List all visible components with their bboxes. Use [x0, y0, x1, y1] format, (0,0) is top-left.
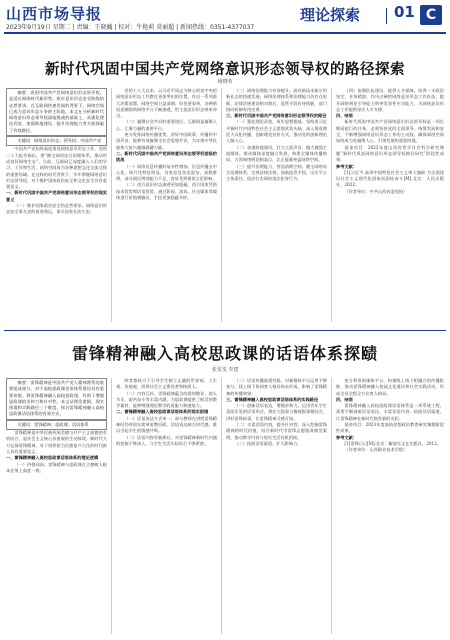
- body-paragraph: （四）加强队伍建设，提供人才保障。培养一支政治坚定、业务精湛、作风过硬的网络意识形态工作队伍，提升网络舆论引导能力和突发事件应对能力，为网络意识形态工作提供坚实人才支撑。: [336, 88, 444, 112]
- body-paragraph: （二）凝聚社会共识的重要途径。互联网是凝聚人心、汇聚力量的重要平台。: [116, 119, 217, 131]
- body-paragraph: （二）加强阵地建设，壮大主流声音。做大做强主流媒体，推动媒体深度融合发展，构建全媒体传播格局，占领网络舆论制高点，让正能量充盈网络空间。: [226, 144, 327, 163]
- article1-column-1: [6, 88, 107, 322]
- article1-column-3: [226, 88, 327, 322]
- article2-column-3: [226, 378, 327, 634]
- masthead-separator: [386, 8, 387, 24]
- body-paragraph: 充分利用新媒体平台，构建线上线下相融合的传播矩阵，推动雷锋精神融入校园文化建设和社会实践活动，形成全员全程全方位育人格局。: [336, 378, 444, 396]
- body-paragraph: （二）话语内容更新滞后。对雷锋精神新时代内涵的挖掘不够深入，与学生生活实际结合不够紧密。: [116, 434, 217, 446]
- newspaper-title: 山西市场导报: [6, 5, 103, 23]
- page-number: 01: [394, 3, 415, 21]
- masthead: [0, 0, 450, 34]
- issue-info-line: 2023年9月19日 星期二 | 责编：王晓巍 | 校对：牛艳莉 莫丽超 | 新闻热线：0351-4377037: [6, 24, 255, 31]
- article2-column-4: [336, 378, 444, 634]
- body-paragraph: （一）话语表达方式单一。部分教师在讲授雷锋精神时仍停留在简单说教层面，话语表达缺乏时代感，难以引起学生的情感共鸣。: [116, 415, 217, 434]
- abstract-box: 摘要：巩固中国共产党网络意识形态领导权，是适应网络时代新形势，筑牢意识形态安全防线的必然要求。在互联网快速发展的背景下，网络空间已成为意识形态斗争的主阵地。本文在分析新时代网络意识形态领导权面临挑战的基础上，从强化理论武装、加强阵地建设、提升治理能力等方面探索了有效路径。: [6, 88, 107, 136]
- section-heading: 三、新时代巩固中国共产党网络意识形态领导权的路径: [226, 113, 327, 119]
- body-paragraph: （三）提升治理能力，营造清朗空间。健全网络综合治理体系，完善法律法规，创新监管手段，压实平台主体责任，依法打击网络违法犯罪行为。: [226, 163, 327, 182]
- article2-author: 张雯雯 李建: [211, 367, 239, 373]
- abstract-box: 关键词：雷锋精神；思政课；话语体系: [6, 420, 107, 430]
- section-title: 理论探索: [300, 6, 361, 24]
- body-paragraph: （一）价值同向。雷锋精神与思政课在立德树人根本任务上高度一致。: [6, 461, 107, 473]
- body-paragraph: 充分发挥网络传播优势，讲好中国故事，传播好中国声音，能够有效凝聚全社会思想共识，为实现中华民族伟大复兴凝聚磅礴力量。: [116, 132, 217, 150]
- body-paragraph: 两者都致力于引导学生树立正确的世界观、人生观、价值观，培养社会主义建设者和接班人。: [116, 378, 217, 390]
- section-heading: 四、结语: [336, 113, 353, 119]
- body-paragraph: 基金项目：2023年度高校思想政治教育研究课题阶段性成果。: [336, 422, 444, 434]
- body-paragraph: （三）拓展话语渠道，扩大影响力。: [234, 440, 302, 446]
- section-heading: 二、新时代巩固中国共产党网络意识形态领导权面临的挑战: [116, 150, 217, 163]
- body-paragraph: 新时代巩固中国共产党网络意识形态领导权是一项长期而艰巨的任务，必须坚持党的全面领导，统筹发展和安全，不断增强网络意识形态工作的主动权，确保网络空间始终成为党凝聚人心、引领发展的重要阵地。: [336, 119, 444, 144]
- article1-column-4: [336, 88, 444, 322]
- article1-author: 杨晓英: [217, 79, 233, 85]
- section-heading: 二、雷锋精神融入高校思政课话语体系的现实困境: [116, 409, 209, 415]
- body-paragraph: （二）内容互补。雷锋精神蕴含的爱岗敬业、助人为乐、艰苦奋斗等丰富内涵，为思政课提供了鲜活的教学素材，能够增强理论教学的说服力和感染力。: [116, 390, 217, 409]
- section-heading: 三、雷锋精神融入高校思政课话语体系的实践路径: [226, 396, 319, 402]
- article1-headline: 新时代巩固中国共产党网络意识形态领导权的路径探索: [45, 62, 405, 78]
- body-paragraph: （一）网络信息传播的复杂性增加。信息传播去中心化、碎片化特征明显，各类信息鱼龙混杂，真假难辨，部分网民辨别能力不足，容易受到错误言论影响。: [116, 163, 217, 182]
- body-paragraph: 基金项目：2023年度山西省哲学社会科学研究课题“新时代巩固网络意识形态领导权路径研究”阶段性成果。: [336, 144, 444, 163]
- section-heading: 参考文献：: [336, 434, 357, 440]
- body-paragraph: （三）话语传播渠道有限。对新媒体平台运用不够充分，线上线下协同育人格局尚未形成，影响了雷锋精神的传播效果。: [226, 378, 327, 396]
- body-paragraph: [1]雷锋日记[M].北京：解放军文艺出版社，2012。: [344, 440, 442, 446]
- body-paragraph: （二）丰富话语内容，提升针对性。深入挖掘雷锋精神的时代价值，结合新时代学雷锋志愿服务典型案例，推动教学内容与现实生活有机衔接。: [226, 422, 327, 440]
- section-heading: 一、雷锋精神融入高校思政课话语体系的理论逻辑: [6, 455, 99, 461]
- section-heading: 一、新时代巩固中国共产党网络意识形态领导权的现实意义: [6, 190, 107, 202]
- body-paragraph: （一）创新话语表达，增强亲和力。运用青年学生喜闻乐见的话语形式，将宏大叙事与微观叙事相结合，讲好雷锋故事，让雷锋精神可感可知。: [226, 403, 327, 421]
- masthead-rule: [4, 32, 446, 34]
- body-paragraph: 雷锋精神融入高校思政课话语体系是一项系统工程，需要不断创新话语表达、丰富话语内容、拓展话语渠道，让雷锋精神在新时代焕发新的光彩。: [336, 403, 444, 421]
- body-paragraph: （三）网络治理能力有待提升。面对新技术新应用新业态的快速发展，网络治理体系和治理能力仍存在短板，法律法规建设相对滞后，监管手段有待创新，部门协同机制有待完善。: [226, 88, 327, 112]
- body-paragraph: （二）西方意识形态渗透更加隐蔽。西方国家凭借技术优势和话语优势，通过影视、游戏、社交媒体等载体进行价值观输出，手段更加隐蔽多样。: [116, 182, 217, 201]
- article1-column-2: [116, 88, 217, 322]
- body-paragraph: （一）强化理论武装，筑牢思想根基。坚持用习近平新时代中国特色社会主义思想武装头脑，深入推进理论大众化传播，创新理论宣传方式，推动党的创新理论入脑入心。: [226, 119, 327, 144]
- section-heading: 四、结语: [336, 396, 353, 402]
- body-paragraph: 雷锋精神是中华民族传统美德与共产主义道德的有机结合，是社会主义核心价值观的生动体现。新时代大力弘扬雷锋精神，对于培养担当民族复兴大任的时代新人具有重要意义。: [6, 430, 107, 454]
- article2-column-2: [116, 378, 217, 634]
- body-paragraph: （作者单位：中共山西省委党校）: [344, 188, 408, 194]
- article2-column-1: [6, 378, 107, 634]
- body-paragraph: 党的十八大以来，以习近平同志为核心的党中央把网络意识形态工作摆在更加突出的位置，作出一系列重大决策部署，网络空间日益清朗。但也要看到，各种错误思潮借助网络平台不断渗透，给主流意识形态带来冲击。: [116, 88, 217, 119]
- page-letter-badge: C: [420, 5, 442, 25]
- abstract-box: 摘要：雷锋精神是中国共产党人精神谱系的重要组成部分，对于高校思政课话语体系建设具有重要价值。将雷锋精神融入高校思政课，有助于增强思政课的亲和力和针对性。本文从理论逻辑、现实困境和实践路径三个维度，探讨雷锋精神融入高校思政课话语体系的有效方式。: [6, 378, 107, 420]
- article-divider: [4, 330, 446, 331]
- abstract-box: 关键词：网络意识形态；领导权；中国共产党: [6, 136, 107, 146]
- body-paragraph: [1]习近平.高举中国特色社会主义伟大旗帜 为全面建设社会主义现代化国家而团结奋斗[M].北京：人民出版社，2022。: [336, 169, 444, 188]
- section-heading: 参考文献：: [336, 163, 357, 169]
- article2-headline: 雷锋精神融入高校思政课的话语体系探赜: [71, 344, 378, 363]
- body-paragraph: 中国共产党始终高度重视网络意识形态工作。党的二十大报告指出，要“健全网络综合治理体系，推动形成良好网络生态”。当前，互联网已深度融入人们的学习、工作和生活，网络空间成为各种思想文化交流交锋的重要场域。在这样的时代背景下，牢牢掌握网络意识形态领导权，对于维护国家政治安全和文化安全具有重要意义。: [6, 146, 107, 190]
- body-paragraph: （一）维护国家政治安全的必然要求。网络意识形态安全事关党的前途命运，事关国家长治久安。: [6, 203, 107, 215]
- body-paragraph: （作者单位：山西职业技术学院）: [344, 447, 408, 453]
